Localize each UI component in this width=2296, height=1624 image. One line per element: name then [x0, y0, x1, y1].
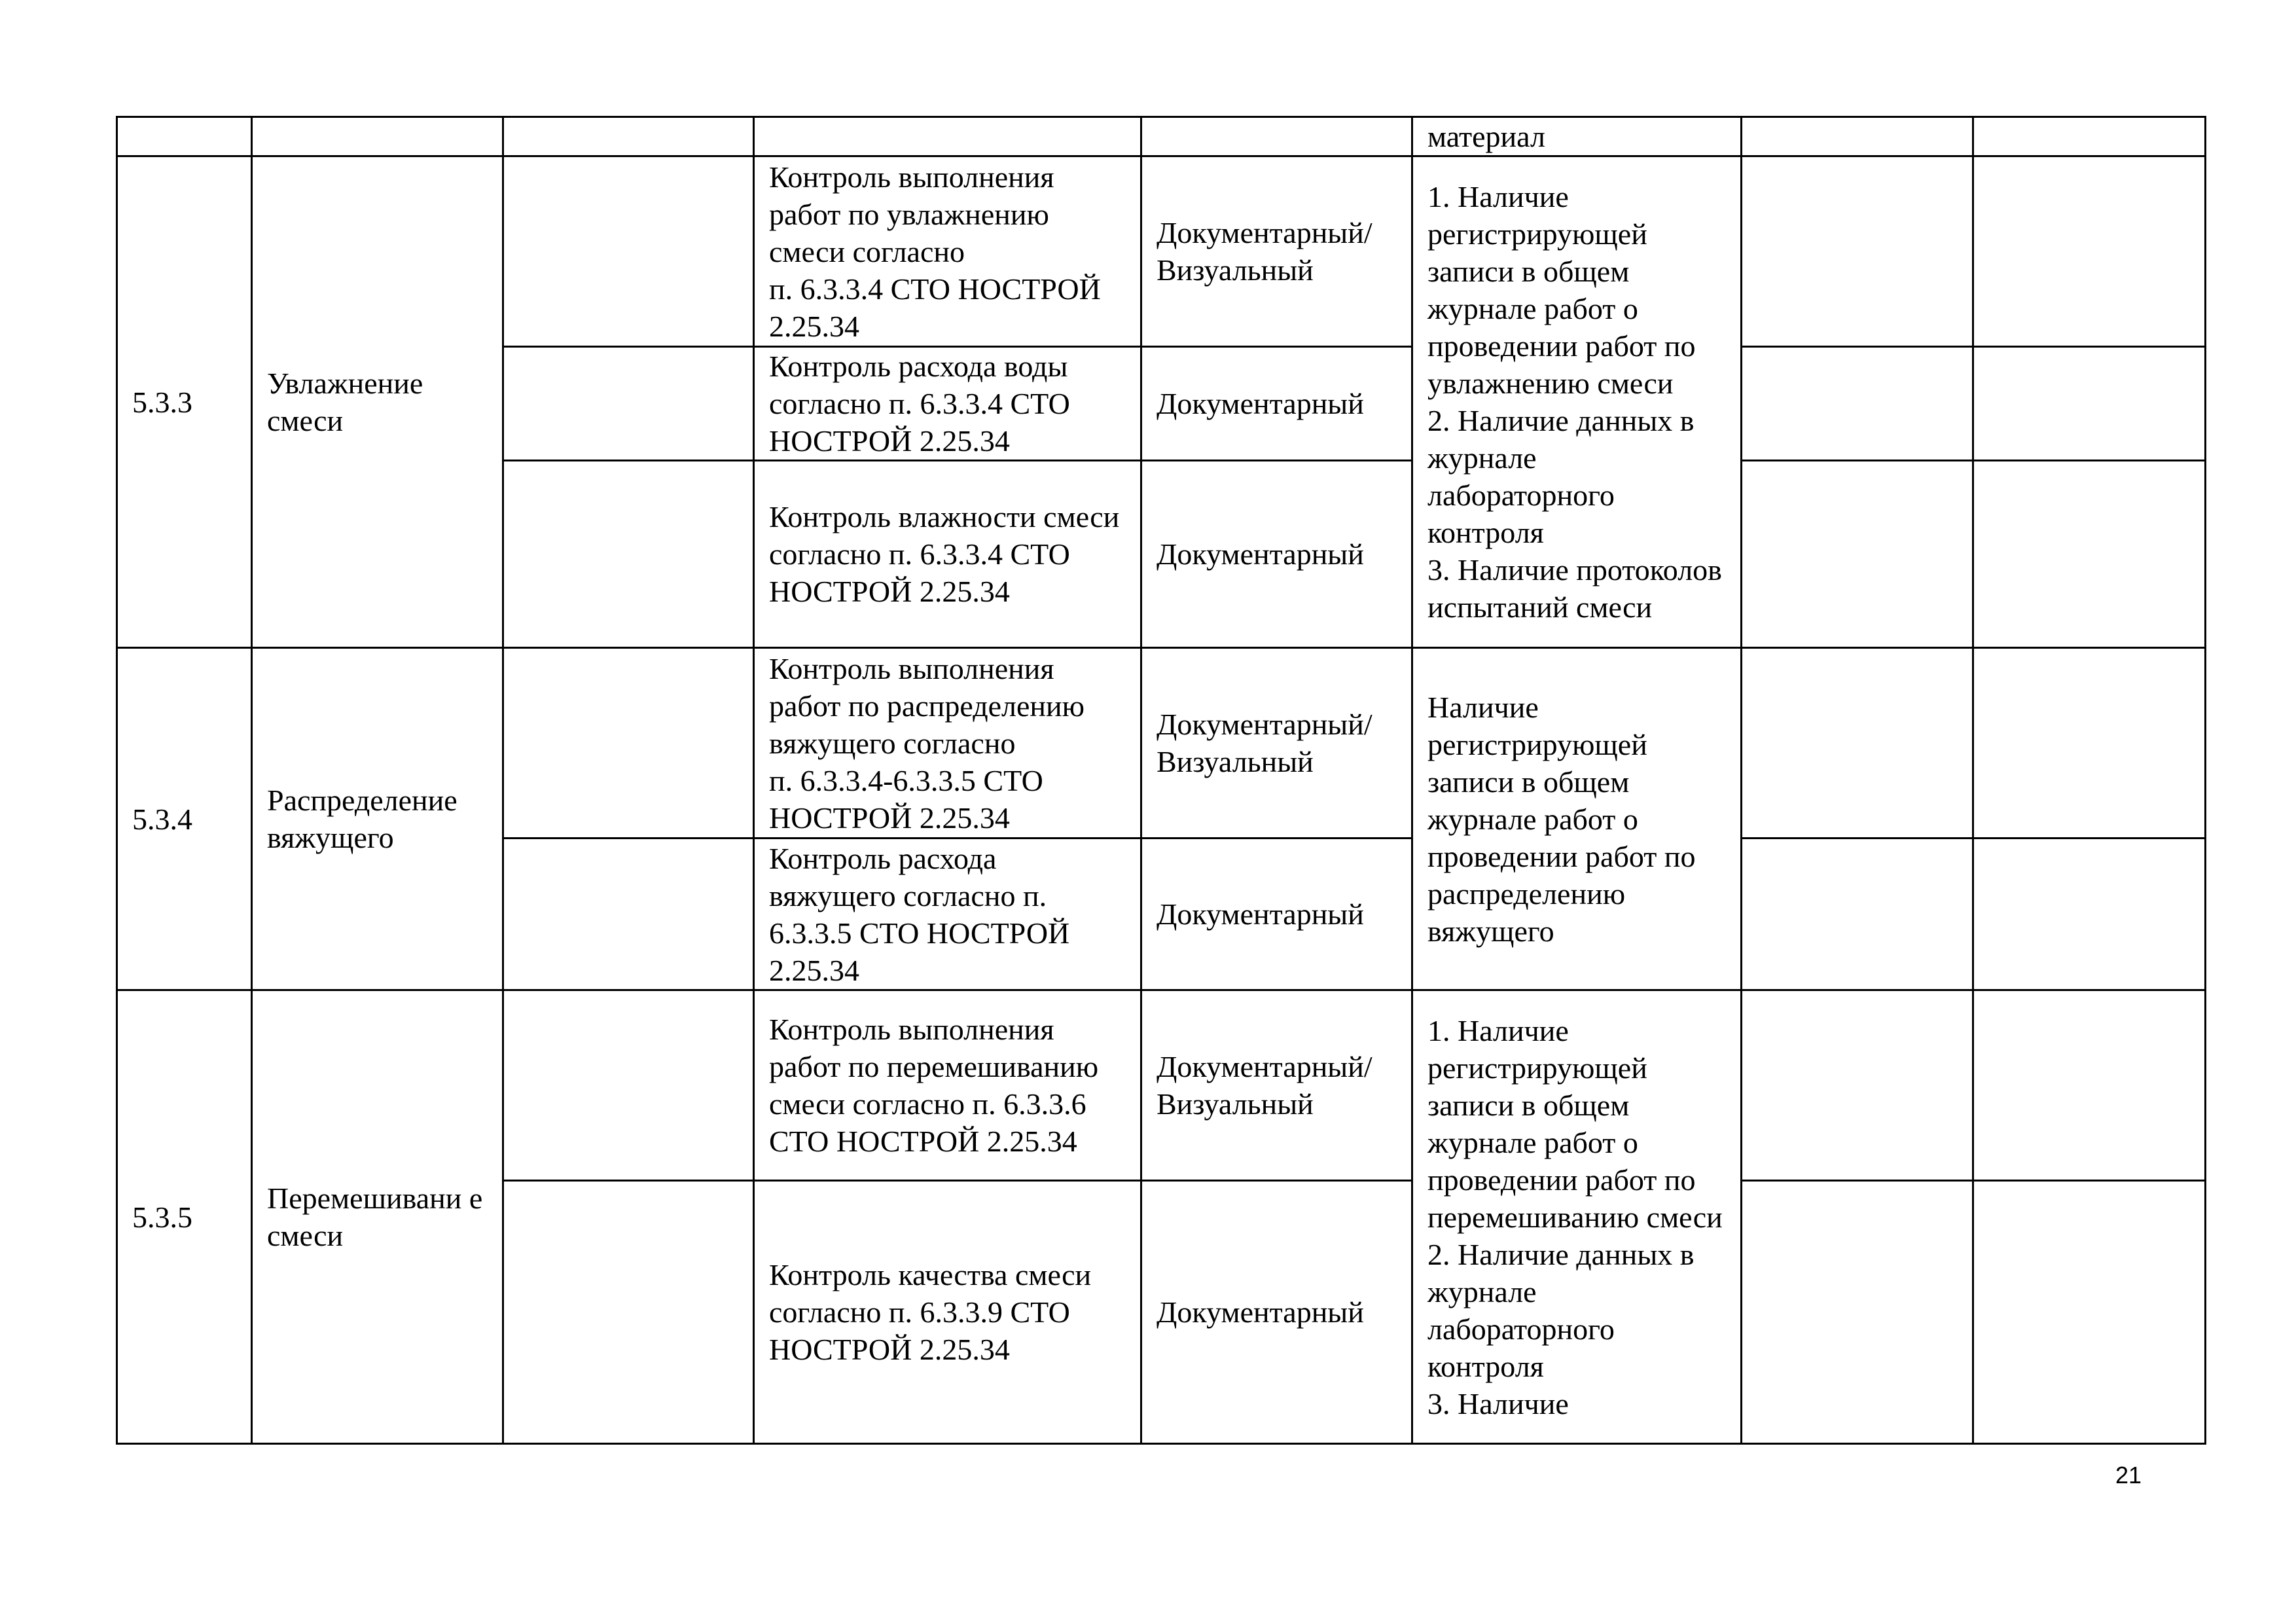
- cell-extra-1: [1742, 156, 1973, 347]
- control-description: Контроль качества смеси согласно п. 6.3.3.9 СТО НОСТРОЙ 2.25.34: [754, 1181, 1141, 1444]
- control-method: Документарный: [1141, 461, 1412, 648]
- control-description: Контроль влажности смеси согласно п. 6.3.3.4 СТО НОСТРОЙ 2.25.34: [754, 461, 1141, 648]
- cell-extra-2: [1973, 461, 2206, 648]
- cell-extra-1: [1742, 461, 1973, 648]
- cell-extra-1: [1742, 990, 1973, 1181]
- control-description: Контроль выполнения работ по увлажнению смеси согласно п. 6.3.3.4 СТО НОСТРОЙ 2.25.34: [754, 156, 1141, 347]
- cell-extra-1: [1742, 347, 1973, 461]
- cell-criteria: материал: [1412, 117, 1742, 156]
- table-row: [117, 117, 2206, 156]
- acceptance-criteria: Наличие регистрирующей записи в общем журнале работ о проведении работ по распределению вяжущего: [1412, 648, 1742, 990]
- cell-blank: [503, 1181, 754, 1444]
- cell-extra-2: [1973, 990, 2206, 1181]
- item-name: Увлажнение смеси: [252, 156, 503, 648]
- item-number: 5.3.4: [117, 648, 252, 990]
- cell-blank: [503, 156, 754, 347]
- cell-number: [117, 117, 252, 156]
- cell-extra-1: [1742, 117, 1973, 156]
- cell-blank: [503, 347, 754, 461]
- page-number: 21: [2115, 1462, 2142, 1489]
- cell-extra-2: [1973, 839, 2206, 990]
- table-row: [117, 990, 2206, 1181]
- control-description: Контроль расхода воды согласно п. 6.3.3.4 СТО НОСТРОЙ 2.25.34: [754, 347, 1141, 461]
- table-row: [117, 648, 2206, 839]
- acceptance-criteria: 1. Наличие регистрирующей записи в общем журнале работ о проведении работ по перемешиванию смеси 2. Наличие данных в журнале лабораторного контроля 3. Наличие: [1412, 990, 1742, 1444]
- cell-blank: [503, 461, 754, 648]
- cell-extra-2: [1973, 347, 2206, 461]
- acceptance-criteria: 1. Наличие регистрирующей записи в общем журнале работ о проведении работ по увлажнению смеси 2. Наличие данных в журнале лабораторного контроля 3. Наличие протоколов испытаний смеси: [1412, 156, 1742, 648]
- cell-extra-2: [1973, 156, 2206, 347]
- control-method: Документарный/ Визуальный: [1141, 990, 1412, 1181]
- cell-extra-1: [1742, 648, 1973, 839]
- cell-name: [252, 117, 503, 156]
- control-description: Контроль выполнения работ по перемешиванию смеси согласно п. 6.3.3.6 СТО НОСТРОЙ 2.25.34: [754, 990, 1141, 1181]
- item-number: 5.3.5: [117, 990, 252, 1444]
- cell-control: [754, 117, 1141, 156]
- item-name: Перемешивани е смеси: [252, 990, 503, 1444]
- cell-blank: [503, 990, 754, 1181]
- control-method: Документарный: [1141, 347, 1412, 461]
- cell-extra-2: [1973, 117, 2206, 156]
- control-table: [116, 116, 2206, 1445]
- cell-extra-1: [1742, 839, 1973, 990]
- cell-method: [1141, 117, 1412, 156]
- control-method: Документарный: [1141, 839, 1412, 990]
- control-description: Контроль расхода вяжущего согласно п. 6.3.3.5 СТО НОСТРОЙ 2.25.34: [754, 839, 1141, 990]
- cell-blank: [503, 839, 754, 990]
- cell-blank: [503, 117, 754, 156]
- control-method: Документарный: [1141, 1181, 1412, 1444]
- item-name: Распределение вяжущего: [252, 648, 503, 990]
- control-method: Документарный/ Визуальный: [1141, 156, 1412, 347]
- cell-extra-1: [1742, 1181, 1973, 1444]
- control-description: Контроль выполнения работ по распределению вяжущего согласно п. 6.3.3.4-6.3.3.5 СТО НОСТРОЙ 2.25.34: [754, 648, 1141, 839]
- cell-extra-2: [1973, 648, 2206, 839]
- item-number: 5.3.3: [117, 156, 252, 648]
- control-method: Документарный/ Визуальный: [1141, 648, 1412, 839]
- cell-blank: [503, 648, 754, 839]
- cell-extra-2: [1973, 1181, 2206, 1444]
- table-row: [117, 156, 2206, 347]
